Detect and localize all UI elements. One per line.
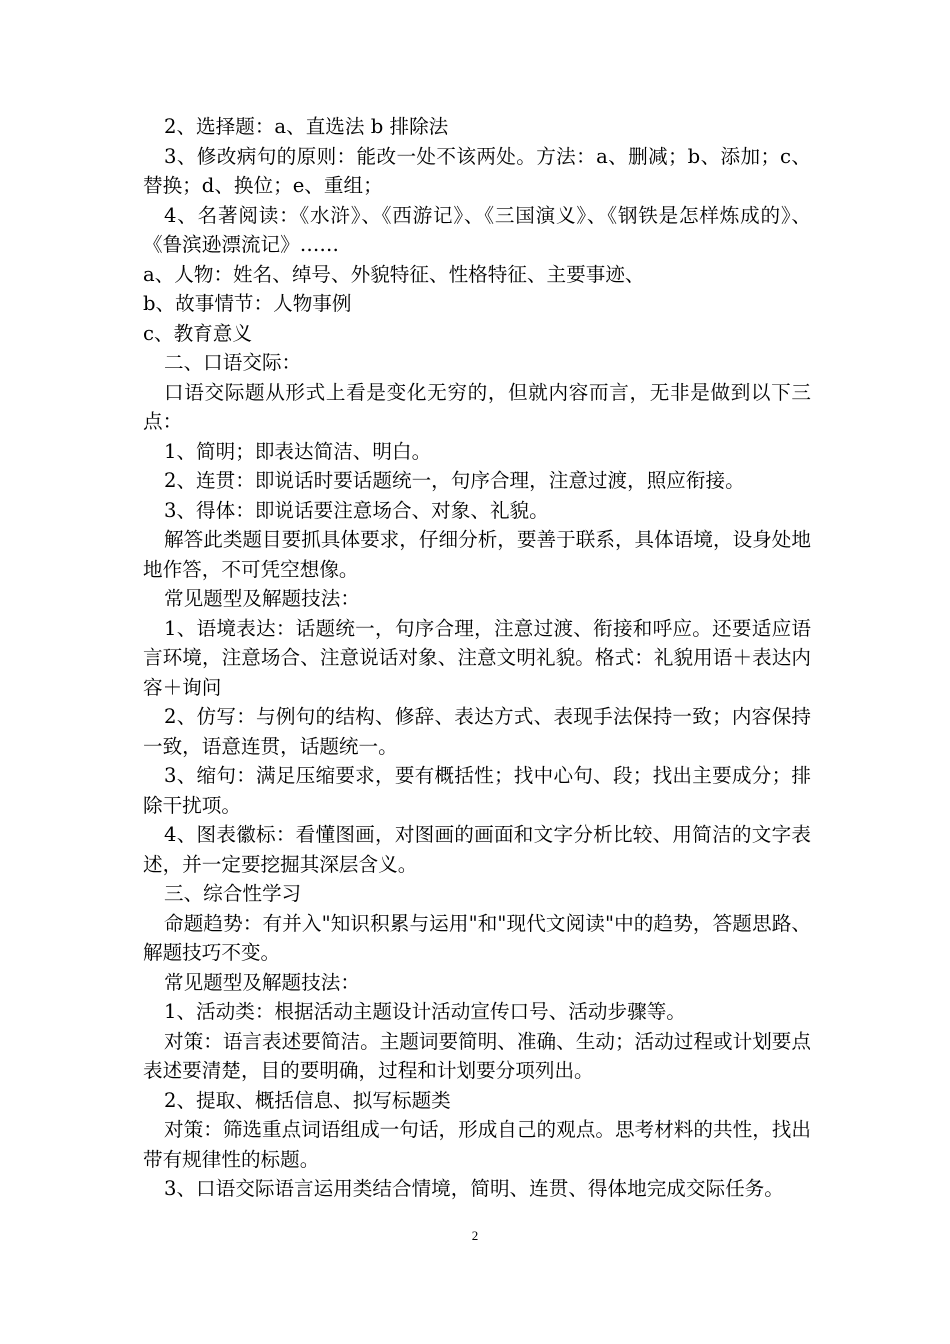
paragraph: 3、口语交际语言运用类结合情境，简明、连贯、得体地完成交际任务。	[164, 1177, 784, 1200]
paragraph: 1、简明；即表达简洁、明白。	[164, 439, 432, 463]
paragraph: b、故事情节：人物事例	[143, 292, 352, 315]
paragraph: 命题趋势：有并入"知识积累与运用"和"现代文阅读"中的趋势，答题思路、解题技巧不变。	[143, 911, 811, 964]
section-heading: 三、综合性学习	[164, 882, 302, 905]
paragraph: 3、修改病句的原则：能改一处不该两处。方法：a、删减；b、添加；c、替换；d、换位；e、重组；	[143, 144, 811, 197]
paragraph: 2、提取、概括信息、拟写标题类	[164, 1088, 451, 1112]
paragraph: 3、缩句：满足压缩要求，要有概括性；找中心句、段；找出主要成分；排除干扰项。	[143, 764, 811, 817]
paragraph: 常见题型及解题技法：	[164, 970, 360, 994]
paragraph: 对策：筛选重点词语组成一句话，形成自己的观点。思考材料的共性，找出带有规律性的标题。	[143, 1118, 811, 1171]
paragraph: 常见题型及解题技法：	[164, 587, 360, 610]
paragraph: 3、得体：即说话要注意场合、对象、礼貌。	[164, 498, 549, 522]
page-number: 2	[471, 1228, 479, 1243]
paragraph: 2、仿写：与例句的结构、修辞、表达方式、表现手法保持一致；内容保持一致，语意连贯，话题统一。	[143, 705, 811, 758]
paragraph: 2、连贯：即说话时要话题统一，句序合理，注意过渡，照应衔接。	[164, 469, 745, 492]
section-heading: 二、口语交际：	[164, 351, 302, 374]
paragraph: 1、活动类：根据活动主题设计活动宣传口号、活动步骤等。	[164, 1000, 686, 1023]
paragraph: 4、图表徽标：看懂图画，对图画的画面和文字分析比较、用简洁的文字表述，并一定要挖掘其深层含义。	[143, 823, 811, 876]
paragraph: 解答此类题目要抓具体要求，仔细分析，要善于联系，具体语境，设身处地地作答，不可凭空想像。	[143, 528, 811, 581]
paragraph: 2、选择题：a、直选法 b 排除法	[164, 115, 449, 138]
paragraph: 4、名著阅读：《水浒》、《西游记》、《三国演义》、《钢铁是怎样炼成的》、《鲁滨逊漂流记》……	[143, 203, 811, 256]
paragraph: a、人物：姓名、绰号、外貌特征、性格特征、主要事迹、	[143, 262, 645, 286]
document-body	[143, 112, 811, 1204]
paragraph: c、教育意义	[143, 321, 252, 345]
paragraph: 口语交际题从形式上看是变化无穷的，但就内容而言，无非是做到以下三点：	[143, 380, 811, 433]
paragraph: 1、语境表达：话题统一，句序合理，注意过渡、衔接和呼应。还要适应语言环境，注意场合、注意说话对象、注意文明礼貌。格式：礼貌用语＋表达内容＋询问	[143, 616, 811, 699]
paragraph: 对策：语言表述要简洁。主题词要简明、准确、生动；活动过程或计划要点表述要清楚，目的要明确，过程和计划要分项列出。	[143, 1029, 811, 1082]
